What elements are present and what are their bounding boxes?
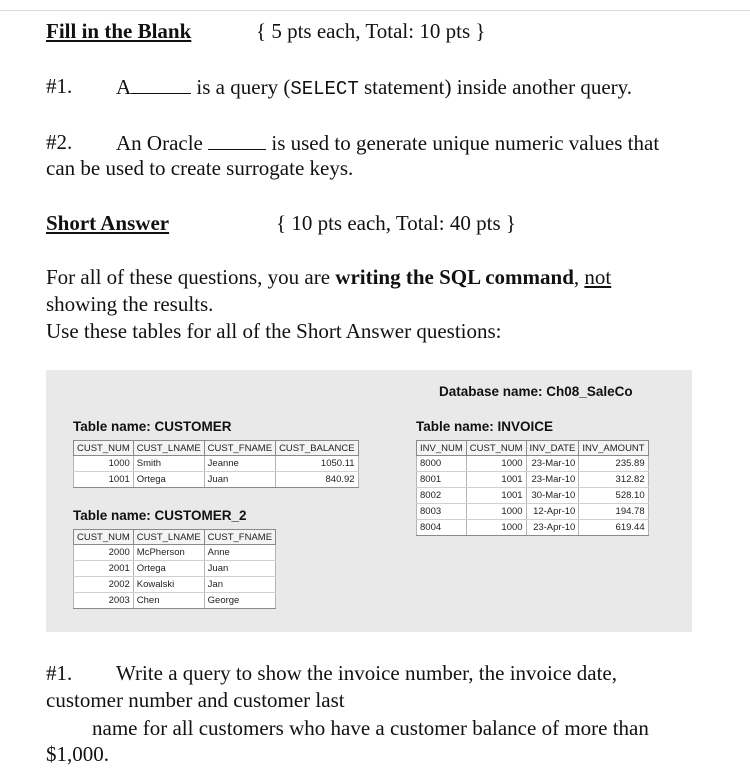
- column-header: CUST_FNAME: [204, 441, 275, 456]
- cell: 2003: [74, 593, 134, 609]
- cell: Anne: [204, 545, 275, 561]
- cell: 1001: [466, 472, 526, 488]
- cell: 23-Apr-10: [526, 520, 579, 536]
- cell: George: [204, 593, 275, 609]
- customer2-table-caption: Table name: CUSTOMER_2: [73, 508, 247, 523]
- table-row: [417, 472, 649, 488]
- sa-q1-line-4: $1,000.: [46, 742, 109, 766]
- column-header: CUST_FNAME: [204, 530, 275, 545]
- database-figure: [46, 370, 692, 632]
- cell: Smith: [133, 456, 204, 472]
- cell: 8004: [417, 520, 467, 536]
- cell: Chen: [133, 593, 204, 609]
- sa-q1-line-2: customer number and customer last: [46, 688, 345, 712]
- column-header: CUST_BALANCE: [276, 441, 359, 456]
- fib-q2-number: #2.: [46, 130, 73, 154]
- table-row: [417, 456, 649, 472]
- cell: 1050.11: [276, 456, 359, 472]
- cell: 8001: [417, 472, 467, 488]
- cell: 23-Mar-10: [526, 472, 579, 488]
- cell: Ortega: [133, 561, 204, 577]
- cell: 2002: [74, 577, 134, 593]
- table-row: [74, 472, 359, 488]
- table-row: [74, 593, 276, 609]
- customer-table: [73, 440, 359, 488]
- table-row: [417, 504, 649, 520]
- table-row: [74, 577, 276, 593]
- table-row: [417, 520, 649, 536]
- cell: Kowalski: [133, 577, 204, 593]
- cell: 619.44: [579, 520, 648, 536]
- fib-q2-text: An Oracle is used to generate unique numeric values that: [116, 131, 660, 155]
- customer-table-caption: Table name: CUSTOMER: [73, 419, 232, 434]
- cell: 1001: [74, 472, 134, 488]
- fib-q1-number: #1.: [46, 74, 73, 98]
- cell: 1000: [466, 456, 526, 472]
- short-answer-points: { 10 pts each, Total: 40 pts }: [276, 211, 516, 235]
- cell: 30-Mar-10: [526, 488, 579, 504]
- fib-q1-text: A is a query (SELECT statement) inside another query.: [116, 75, 633, 100]
- cell: Juan: [204, 561, 275, 577]
- cell: 23-Mar-10: [526, 456, 579, 472]
- column-header: CUST_NUM: [466, 441, 526, 456]
- table-header-row: [74, 441, 359, 456]
- sa-q1-line-3: name for all customers who have a customer balance of more than: [92, 716, 649, 740]
- cell: Juan: [204, 472, 275, 488]
- cell: 2000: [74, 545, 134, 561]
- sa-q1-line-1: Write a query to show the invoice number, the invoice date,: [116, 661, 617, 685]
- cell: 840.92: [276, 472, 359, 488]
- cell: 528.10: [579, 488, 648, 504]
- cell: 2001: [74, 561, 134, 577]
- cell: Jeanne: [204, 456, 275, 472]
- fill-in-blank-heading: Fill in the Blank: [46, 19, 192, 43]
- fib-q1-blank: [131, 73, 191, 94]
- table-row: [74, 561, 276, 577]
- cell: 12-Apr-10: [526, 504, 579, 520]
- invoice-table-caption: Table name: INVOICE: [416, 419, 554, 434]
- cell: 1000: [74, 456, 134, 472]
- table-header-row: [74, 530, 276, 545]
- table-row: [74, 545, 276, 561]
- column-header: INV_AMOUNT: [579, 441, 648, 456]
- table-row: [417, 488, 649, 504]
- short-answer-heading: Short Answer: [46, 211, 170, 235]
- fill-in-blank-points: { 5 pts each, Total: 10 pts }: [256, 19, 486, 43]
- cell: 8000: [417, 456, 467, 472]
- cell: 1000: [466, 504, 526, 520]
- column-header: CUST_NUM: [74, 441, 134, 456]
- column-header: CUST_LNAME: [133, 530, 204, 545]
- intro-line-2: showing the results.: [46, 292, 214, 316]
- cell: Jan: [204, 577, 275, 593]
- cell: 1000: [466, 520, 526, 536]
- table-header-row: [417, 441, 649, 456]
- customer2-table: [73, 529, 276, 609]
- cell: 312.82: [579, 472, 648, 488]
- cell: Ortega: [133, 472, 204, 488]
- cell: McPherson: [133, 545, 204, 561]
- database-name: Database name: Ch08_SaleCo: [439, 384, 633, 399]
- fib-q2-text-line2: can be used to create surrogate keys.: [46, 156, 354, 180]
- fib-q2-blank: [208, 129, 266, 150]
- column-header: INV_DATE: [526, 441, 579, 456]
- cell: 235.89: [579, 456, 648, 472]
- cell: 8002: [417, 488, 467, 504]
- intro-line-3: Use these tables for all of the Short Answer questions:: [46, 319, 502, 343]
- sa-q1-number: #1.: [46, 661, 73, 685]
- cell: 1001: [466, 488, 526, 504]
- cell: 8003: [417, 504, 467, 520]
- cell: 194.78: [579, 504, 648, 520]
- top-divider: [0, 10, 750, 11]
- intro-line-1: For all of these questions, you are writing the SQL command, not: [46, 265, 612, 289]
- table-row: [74, 456, 359, 472]
- invoice-table: [416, 440, 649, 536]
- column-header: CUST_NUM: [74, 530, 134, 545]
- column-header: CUST_LNAME: [133, 441, 204, 456]
- column-header: INV_NUM: [417, 441, 467, 456]
